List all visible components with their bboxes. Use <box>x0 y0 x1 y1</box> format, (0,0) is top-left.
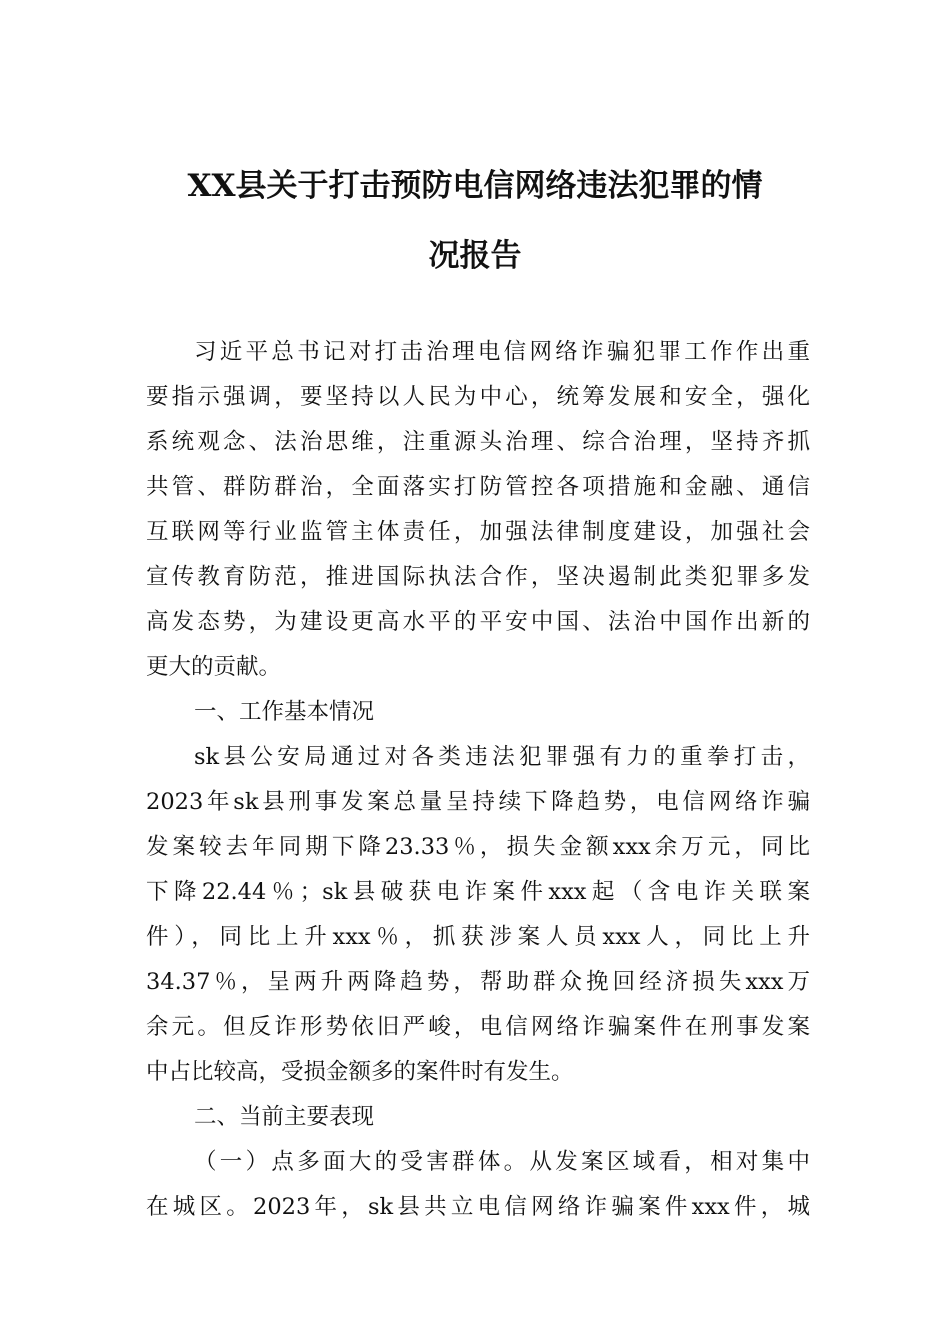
document-title-line-1: XX县关于打击预防电信网络违法犯罪的情 <box>187 168 763 204</box>
intro-line: 共管、群防群治，全面落实打防管控各项措施和金融、通信 <box>146 474 810 500</box>
section-heading-main-manifestations: 二、当前主要表现 <box>194 1104 375 1130</box>
intro-line: 系统观念、法治思维，注重源头治理、综合治理，坚持齐抓 <box>146 429 810 455</box>
section1-line: 件），同比上升xxx％，抓获涉案人员xxx人，同比上升 <box>146 924 810 950</box>
intro-line: 要指示强调，要坚持以人民为中心，统筹发展和安全，强化 <box>146 384 810 410</box>
section1-line: sk县公安局通过对各类违法犯罪强有力的重拳打击， <box>194 744 810 770</box>
intro-line: 宣传教育防范，推进国际执法合作，坚决遏制此类犯罪多发 <box>146 564 810 590</box>
section2-line: （一）点多面大的受害群体。从发案区域看，相对集中 <box>194 1149 810 1175</box>
section1-line: 2023年sk县刑事发案总量呈持续下降趋势，电信网络诈骗 <box>146 789 810 815</box>
intro-line: 习近平总书记对打击治理电信网络诈骗犯罪工作作出重 <box>194 339 810 365</box>
section1-line: 发案较去年同期下降23.33％，损失金额xxx余万元，同比 <box>146 834 810 860</box>
section-heading-basic-situation: 一、工作基本情况 <box>194 699 375 725</box>
document-body <box>146 330 810 1230</box>
intro-line: 互联网等行业监管主体责任，加强法律制度建设，加强社会 <box>146 519 810 545</box>
section1-line: 下降22.44％；sk县破获电诈案件xxx起（含电诈关联案 <box>146 879 810 905</box>
section1-line: 中占比较高，受损金额多的案件时有发生。 <box>146 1059 574 1085</box>
section1-line: 34.37％，呈两升两降趋势，帮助群众挽回经济损失xxx万 <box>146 969 810 995</box>
document-title-line-2: 况报告 <box>428 238 522 274</box>
intro-line: 更大的贡献。 <box>146 654 282 680</box>
intro-line: 高发态势，为建设更高水平的平安中国、法治中国作出新的 <box>146 609 810 635</box>
section2-line: 在城区。2023年，sk县共立电信网络诈骗案件xxx件，城 <box>146 1194 810 1220</box>
section1-line: 余元。但反诈形势依旧严峻，电信网络诈骗案件在刑事发案 <box>146 1014 810 1040</box>
